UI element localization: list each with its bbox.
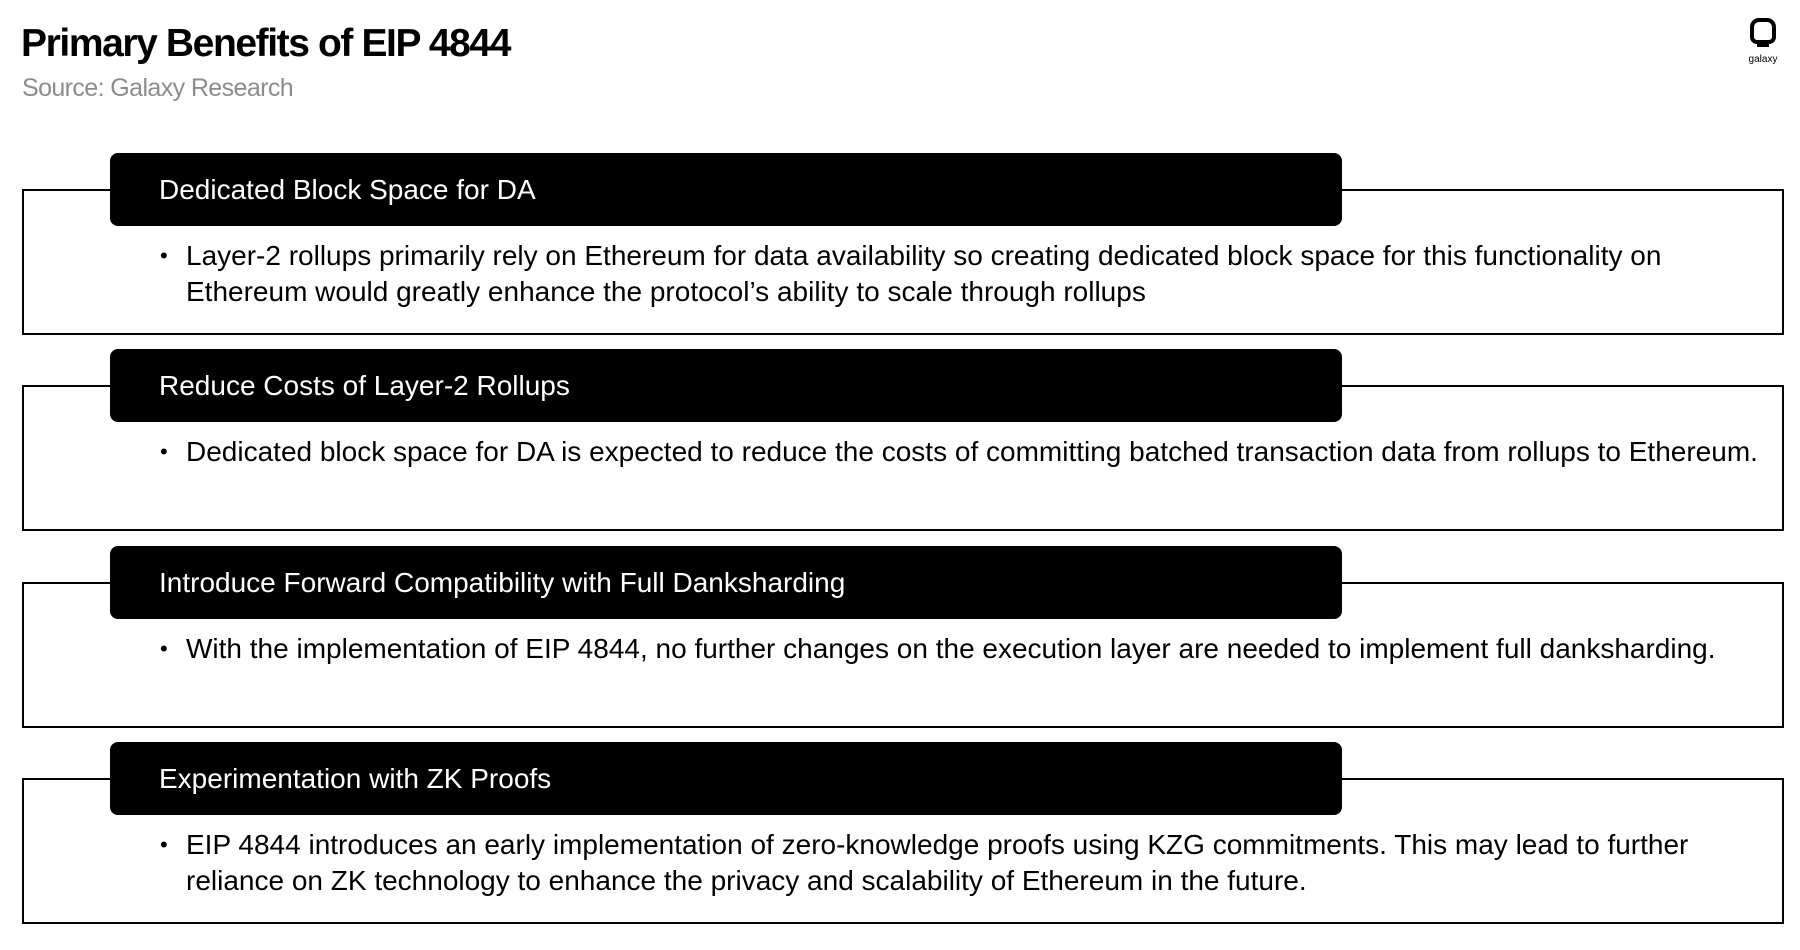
bullet-icon: • [160,636,168,661]
logo-text: galaxy [1748,54,1778,65]
bullet-text: Dedicated block space for DA is expected to reduce the costs of committing batched transaction data from rollups to Ethereum. [186,436,1758,467]
section-body [160,238,1760,310]
benefit-section-danksharding [0,546,1800,728]
benefit-section-costs [0,349,1800,531]
section-header: Reduce Costs of Layer-2 Rollups [110,349,1342,422]
bullet-icon: • [160,439,168,464]
bullet-text: EIP 4844 introduces an early implementation of zero-knowledge proofs using KZG commitments. This may lead to further reliance on ZK technology to enhance the privacy and scalability of Ethereum in the future. [186,829,1689,896]
galaxy-logo-icon [1750,18,1776,44]
bullet-icon: • [160,243,168,268]
benefit-section-da [0,153,1800,335]
section-body [160,827,1760,899]
galaxy-logo [1740,18,1786,66]
page-title: Primary Benefits of EIP 4844 [21,22,510,65]
section-body [160,631,1760,667]
benefit-section-zk [0,742,1800,924]
section-header: Dedicated Block Space for DA [110,153,1342,226]
section-header: Introduce Forward Compatibility with Full Danksharding [110,546,1342,619]
section-header: Experimentation with ZK Proofs [110,742,1342,815]
bullet-text: Layer-2 rollups primarily rely on Ethereum for data availability so creating dedicated block space for this functionality on Ethereum would greatly enhance the protocol’s ability to scale through rollups [186,240,1662,307]
section-body [160,434,1760,470]
bullet-text: With the implementation of EIP 4844, no further changes on the execution layer are needed to implement full danksharding. [186,633,1716,664]
source-caption: Source: Galaxy Research [22,74,294,102]
bullet-icon: • [160,832,168,857]
